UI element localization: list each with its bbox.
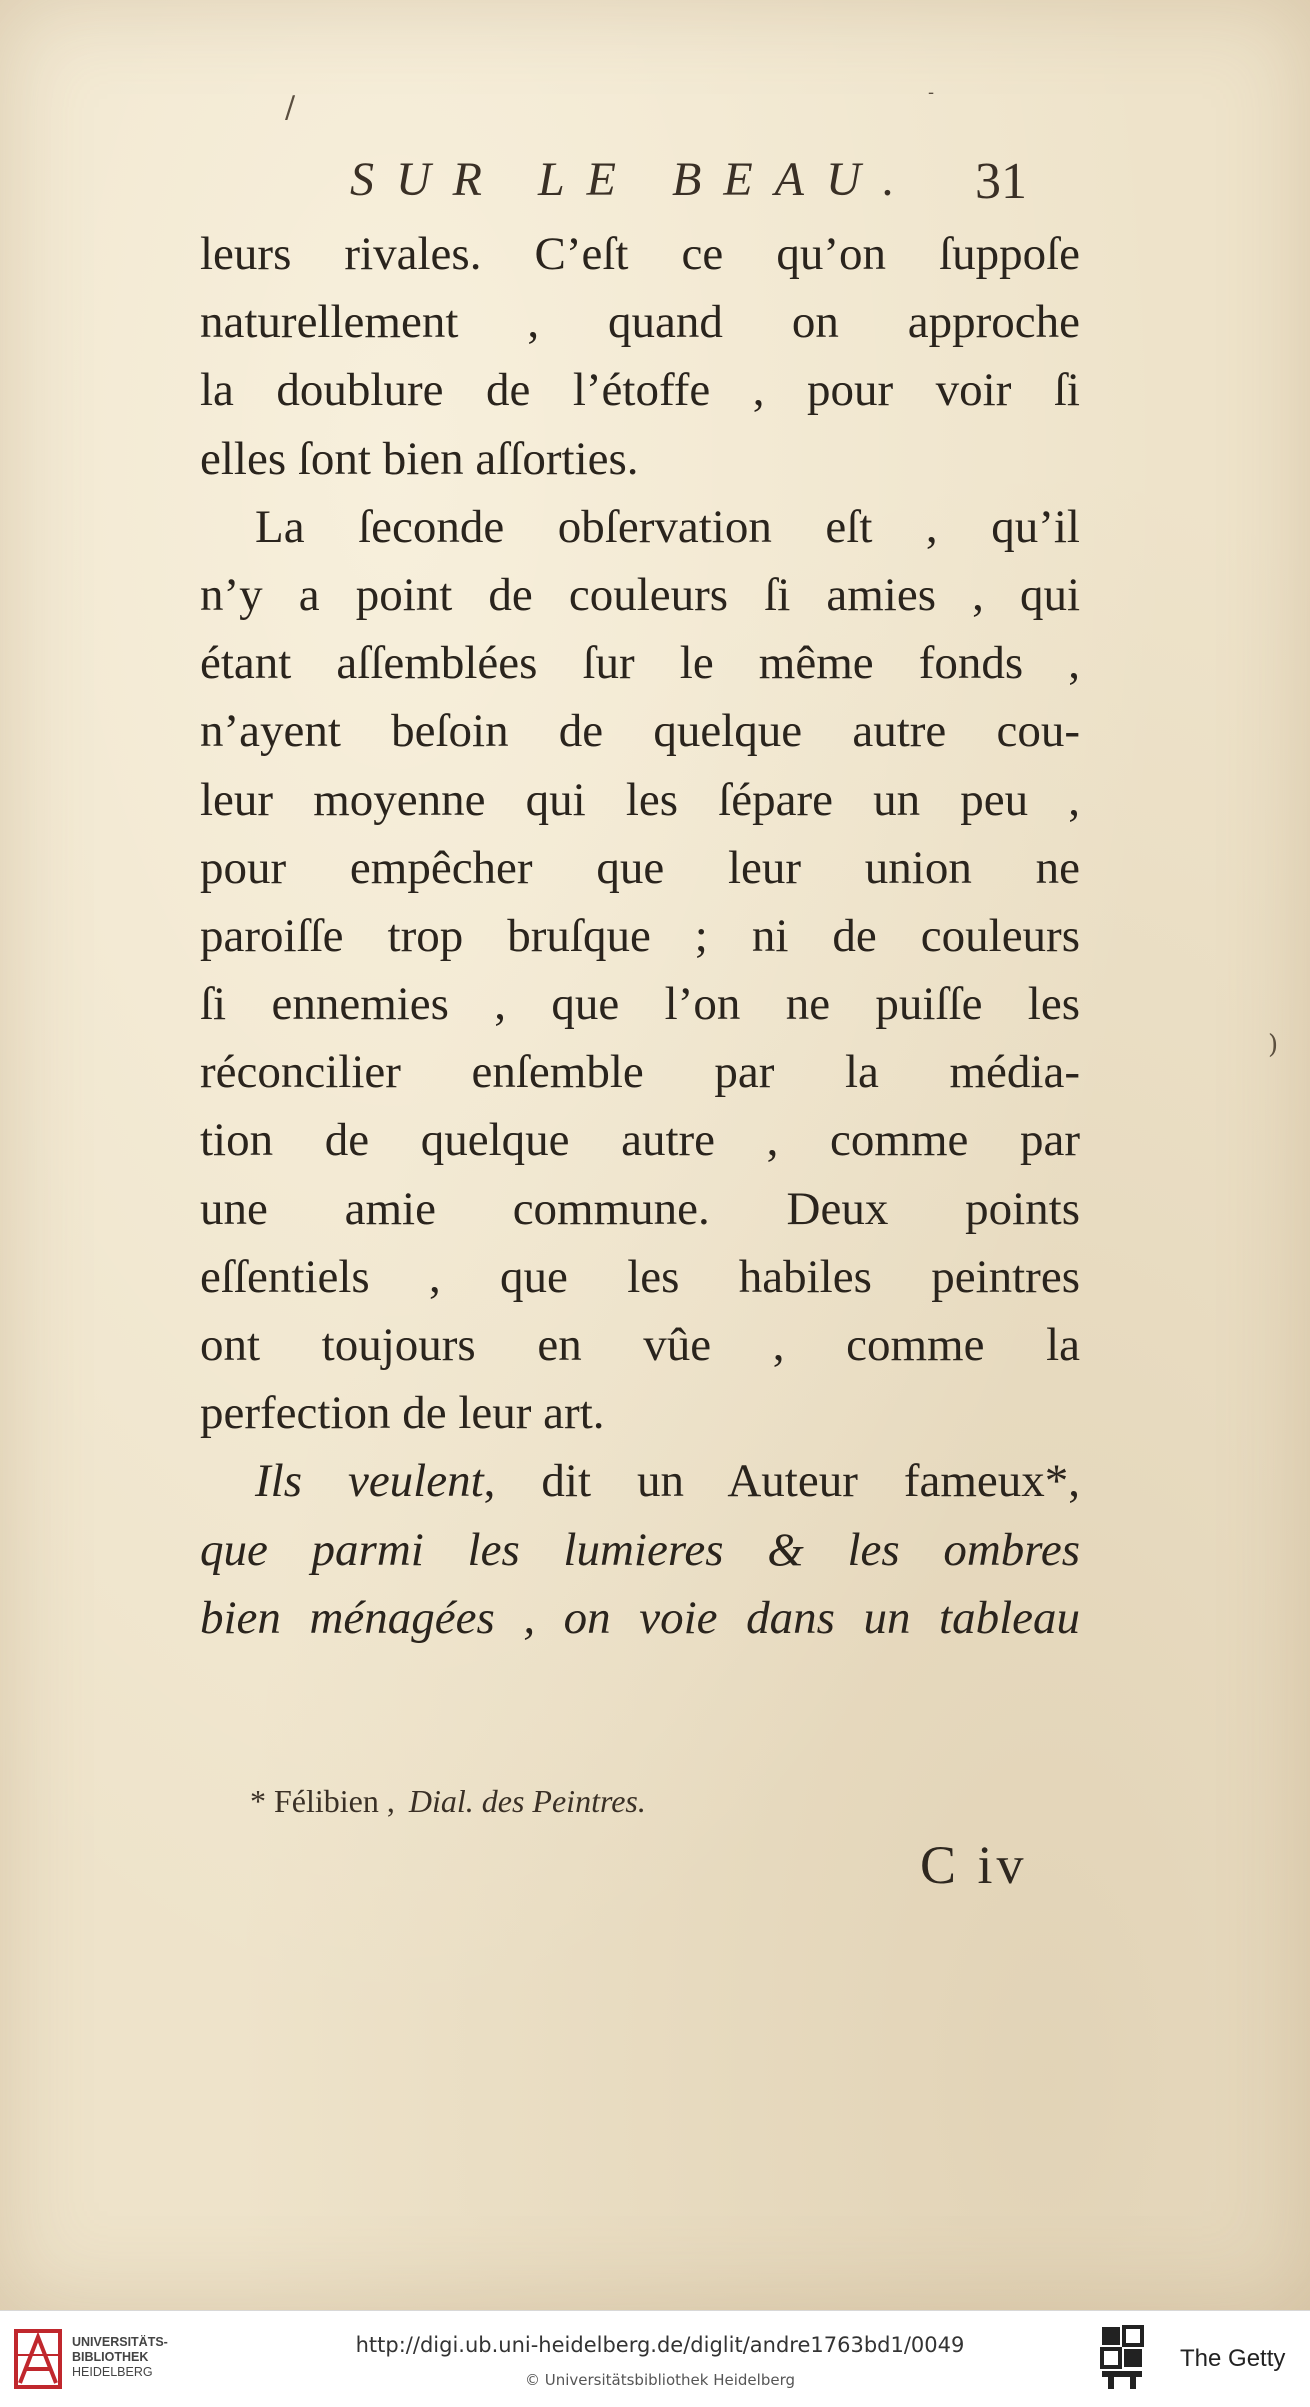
copyright-notice: © Universitätsbibliothek Heidelberg: [524, 2371, 795, 2389]
text-line-12: ſi ennemies , que l’on ne puiſſe les: [200, 978, 1080, 1031]
text-line-15: une amie commune. Deux points: [200, 1182, 1080, 1235]
footer-bar: [0, 2310, 1310, 2407]
page-number: 31: [975, 153, 1027, 210]
italic-lead: Ils veulent: [255, 1455, 484, 1508]
italic-lead-rest: , dit un Auteur fameux*,: [483, 1455, 1081, 1508]
text-line-19: [200, 1447, 1080, 1515]
ink-mark-margin-right: ): [1268, 1030, 1279, 1060]
text-line-2: naturellement , quand on approche: [200, 296, 1080, 349]
text-line-10: pour empêcher que leur union ne: [200, 841, 1080, 894]
text-line-17: ont toujours en vûe , comme la: [200, 1319, 1080, 1371]
footnote-author: * Félibien ,: [250, 1783, 395, 1819]
permalink-url[interactable]: http://digi.ub.uni-heidelberg.de/diglit/andre1763bd1/0049: [355, 2333, 965, 2357]
text-line-21: bien ménagées , on voie dans un tableau: [200, 1591, 1080, 1644]
text-line-4: elles ſont bien aſſorties.: [200, 432, 639, 485]
running-head: [350, 152, 1110, 212]
footnote: [250, 1783, 646, 1820]
ink-mark-top-left: /: [285, 90, 296, 125]
text-line-18: perfection de leur art.: [200, 1387, 605, 1440]
body-text: [200, 220, 1080, 1652]
library-name-line2: BIBLIOTHEK: [72, 2350, 149, 2364]
text-line-11: paroiſſe trop bruſque ; ni de couleurs: [200, 909, 1080, 962]
text-line-6: n’y a point de couleurs ſi amies , qui: [200, 568, 1080, 621]
text-line-9: leur moyenne qui les ſépare un peu ,: [200, 773, 1080, 826]
text-line-20: que parmi les lumieres & les ombres: [200, 1523, 1080, 1576]
text-line-5: La ſeconde obſervation eſt , qu’il: [255, 500, 1080, 553]
library-name-line3: HEIDELBERG: [72, 2365, 153, 2379]
text-line-13: réconcilier enſemble par la média-: [200, 1046, 1080, 1099]
signature-mark: C iv: [920, 1835, 1028, 1895]
text-line-7: étant aſſemblées ſur le même fonds ,: [200, 637, 1080, 690]
getty-logo[interactable]: [1100, 2325, 1300, 2395]
getty-mark-icon: [1100, 2325, 1164, 2393]
library-crest-icon: [12, 2325, 64, 2393]
text-line-16: eſſentiels , que les habiles peintres: [200, 1250, 1080, 1303]
text-line-3: la doublure de l’étoffe , pour voir ſi: [200, 364, 1080, 417]
ink-mark-top-right: -: [928, 82, 935, 103]
library-name: [72, 2335, 168, 2380]
partner-name: The Getty: [1180, 2345, 1286, 2372]
footnote-work: Dial. des Peintres.: [408, 1783, 646, 1819]
library-logo[interactable]: [12, 2325, 182, 2395]
library-name-line1: UNIVERSITÄTS-: [72, 2335, 168, 2349]
text-line-8: n’ayent beſoin de quelque autre cou-: [200, 705, 1080, 758]
text-line-1: leurs rivales. C’eſt ce qu’on ſuppoſe: [200, 228, 1080, 280]
text-line-14: tion de quelque autre , comme par: [200, 1114, 1080, 1167]
running-head-title: SUR LE BEAU.: [350, 153, 917, 206]
